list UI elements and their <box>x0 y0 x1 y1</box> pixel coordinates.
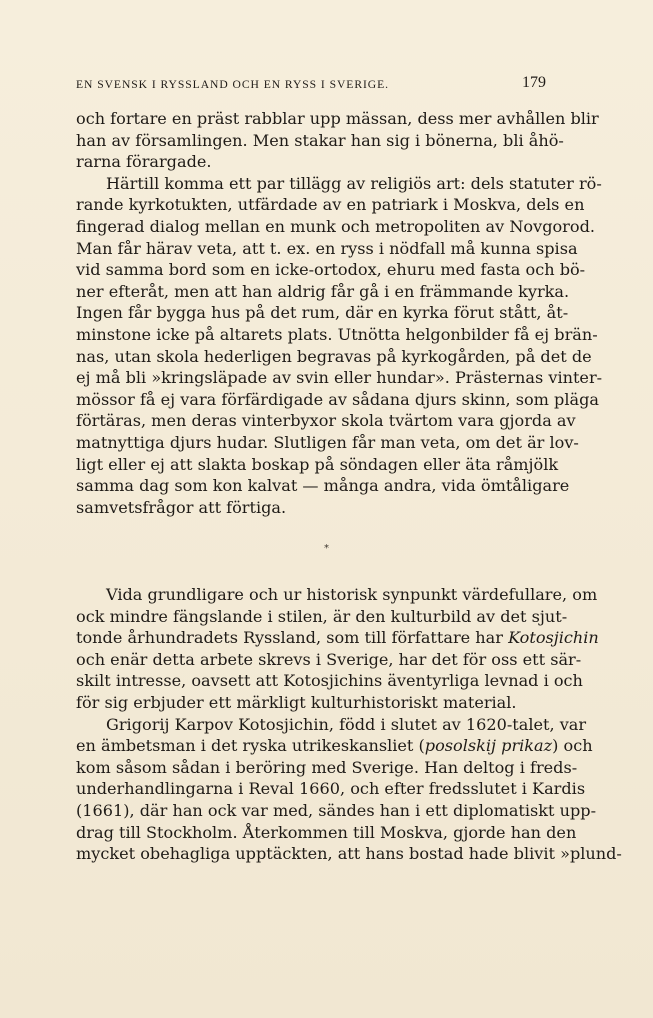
text-line: Man får härav veta, att t. ex. en ryss i nödfall må kunna spisa <box>76 238 578 258</box>
text-block-upper <box>76 108 603 518</box>
page-number: 179 <box>522 74 546 91</box>
text-line: ligt eller ej att slakta boskap på söndagen eller äta råmjölk <box>76 454 559 474</box>
text-line: Ingen får bygga hus på det rum, där en kyrka förut stått, åt- <box>76 303 569 323</box>
text-line: kom såsom sådan i beröring med Sverige. Han deltog i freds- <box>76 757 578 777</box>
text-segment: ) och <box>552 736 593 756</box>
text-block-lower <box>76 584 622 865</box>
text-line: (1661), där han ock var med, sändes han i ett diplomatiskt upp- <box>76 800 597 820</box>
text-line: ner efteråt, men att han aldrig får gå i en främmande kyrka. <box>76 281 570 301</box>
text-line: Grigorij Karpov Kotosjichin, född i slutet av 1620-talet, var <box>106 714 587 734</box>
page-header <box>76 74 546 98</box>
running-title: EN SVENSK I RYSSLAND OCH EN RYSS I SVERIGE. <box>76 78 390 91</box>
text-line: Vida grundligare och ur historisk synpunkt värdefullare, om <box>106 585 598 604</box>
section-separator-asterisk: * <box>324 543 329 554</box>
text-line: och fortare en präst rabblar upp mässan, dess mer avhållen blir <box>76 109 599 128</box>
text-line: och enär detta arbete skrevs i Sverige, har det för oss ett sär- <box>76 649 582 669</box>
text-line: drag till Stockholm. Återkommen till Moskva, gjorde han den <box>76 822 577 842</box>
text-line: samvetsfrågor att förtiga. <box>76 497 287 517</box>
text-line <box>76 735 593 757</box>
text-line: han av församlingen. Men stakar han sig i bönerna, bli åhö- <box>76 130 564 150</box>
text-line: nas, utan skola hederligen begravas på kyrkogården, på det de <box>76 346 592 366</box>
text-line: för sig erbjuder ett märkligt kulturhistoriskt material. <box>76 692 517 712</box>
text-segment: en ämbetsman i det ryska utrikeskansliet ( <box>76 736 425 756</box>
text-line: matnyttiga djurs hudar. Slutligen får man veta, om det är lov- <box>76 432 579 452</box>
text-line: minstone icke på altarets plats. Utnötta helgonbilder få ej brän- <box>76 324 598 344</box>
text-line: Härtill komma ett par tillägg av religiös art: dels statuter rö- <box>106 173 602 193</box>
text-line: fingerad dialog mellan en munk och metropoliten av Novgorod. <box>76 216 595 236</box>
text-line: mössor få ej vara förfärdigade av sådana djurs skinn, som pläga <box>76 389 599 409</box>
italic-name: Kotosjichin <box>508 628 599 648</box>
text-line: rarna förargade. <box>76 152 212 172</box>
text-line: ock mindre fängslande i stilen, är den kulturbild av det sjut- <box>76 606 568 626</box>
text-line: mycket obehagliga upptäckten, att hans bostad hade blivit »plund- <box>76 844 622 864</box>
text-line: rande kyrkotukten, utfärdade av en patriark i Moskva, dels en <box>76 195 585 215</box>
text-line: vid samma bord som en icke-ortodox, ehuru med fasta och bö- <box>76 260 586 280</box>
text-line <box>76 627 599 649</box>
text-line: ej må bli »kringsläpade av svin eller hundar». Prästernas vinter- <box>76 368 603 388</box>
text-line: skilt intresse, oavsett att Kotosjichins äventyrliga levnad i och <box>76 671 583 691</box>
text-line: underhandlingarna i Reval 1660, och efter fredsslutet i Kardis <box>76 779 586 799</box>
text-line: samma dag som kon kalvat — många andra, vida ömtåligare <box>76 476 570 496</box>
text-line: förtäras, men deras vinterbyxor skola tvärtom vara gjorda av <box>76 411 576 431</box>
italic-term: posolskij prikaz <box>424 736 553 756</box>
text-segment: tonde århundradets Ryssland, som till författare har <box>76 628 503 648</box>
